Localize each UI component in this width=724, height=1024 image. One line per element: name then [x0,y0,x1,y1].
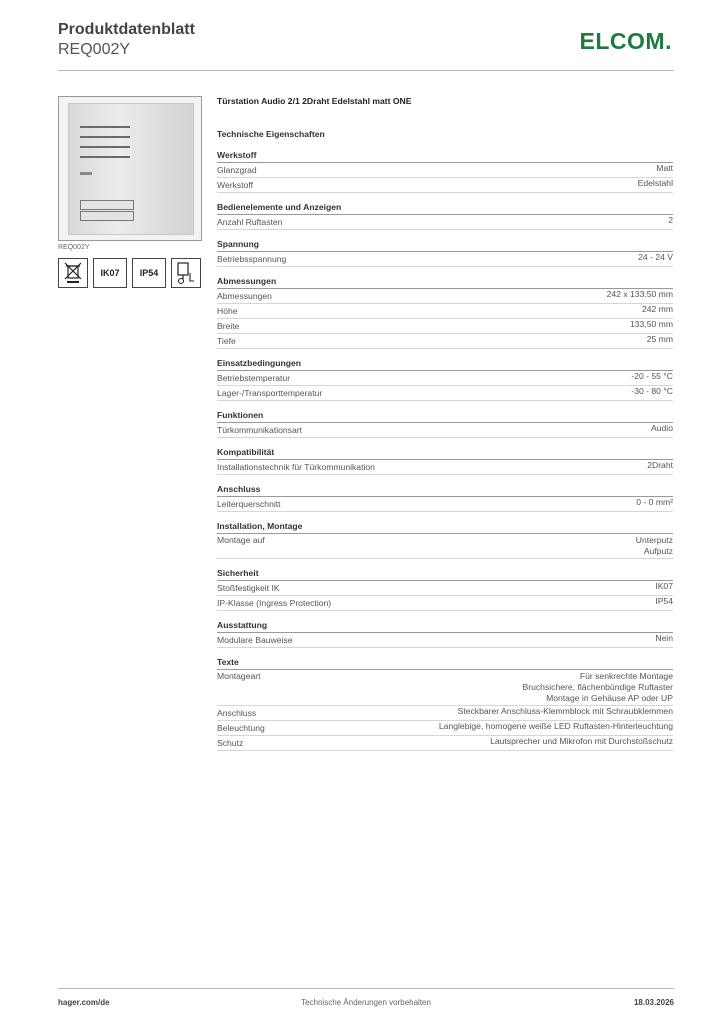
spec-value [656,163,673,177]
spec-value [638,178,673,192]
footer-website-link[interactable]: hager.com/de [58,998,110,1007]
image-caption: REQ002Y [58,244,90,251]
spec-value [642,304,673,318]
certification-badges [58,258,202,288]
spec-value [647,460,673,474]
spec-sections [217,149,673,751]
spec-label: Breite [217,321,240,331]
document-title: Produktdatenblatt [58,21,195,38]
spec-label: Schutz [217,738,244,748]
spec-value-line: Nein [655,633,673,643]
spec-value [630,319,673,333]
spec-row [217,304,673,319]
spec-row [217,460,673,475]
spec-value-line: IP54 [655,596,673,606]
product-name: Türstation Audio 2/1 2Draht Edelstahl matt ONE [217,96,412,106]
spec-value-line: Für senkrechte Montage [579,671,673,681]
spec-value-line: IK07 [655,581,673,591]
spec-label: Modulare Bauweise [217,635,293,645]
spec-label: Installationstechnik für Türkommunikation [217,462,375,472]
spec-label: Glanzgrad [217,165,257,175]
spec-value-line: 24 - 24 V [638,252,673,262]
spec-row [217,178,673,193]
spec-value-line: -20 - 55 °C [631,371,673,381]
spec-row [217,289,673,304]
spec-value-line: 2 [668,215,673,225]
spec-row [217,581,673,596]
spec-value [490,736,673,750]
spec-row [217,736,673,751]
spec-label: Montage auf [217,535,265,545]
product-visual-column [58,96,202,288]
spec-value-line: Aufputz [643,546,673,556]
spec-section-title: Abmessungen [217,275,673,289]
speaker-grille-line [80,126,130,128]
spec-label: Anschluss [217,708,257,718]
spec-value-line: 0 - 0 mm² [636,497,673,507]
spec-label: IP-Klasse (Ingress Protection) [217,598,332,608]
spec-label: Anzahl Ruftasten [217,217,283,227]
door-station-panel [68,103,194,235]
spec-row [217,334,673,349]
footer-date: 18.03.2026 [633,998,674,1007]
spec-value-line: Unterputz [635,535,673,545]
call-button-slot [80,200,134,210]
spec-label: Höhe [217,306,238,316]
spec-section-title: Sicherheit [217,567,673,581]
spec-value [647,334,673,348]
spec-row [217,386,673,401]
spec-row [217,534,673,559]
spec-label: Leiterquerschnitt [217,499,281,509]
spec-label: Tiefe [217,336,236,346]
spec-value [651,423,673,437]
spec-value [655,581,673,595]
ik-rating-badge: IK07 [93,258,127,288]
spec-label: Montageart [217,671,261,681]
spec-value [439,721,673,735]
speaker-grille-line [80,146,130,148]
speaker-grille-line [80,156,130,158]
spec-value [636,535,673,557]
spec-value [631,386,673,400]
spec-section-title: Installation, Montage [217,520,673,534]
call-button-slot [80,211,134,221]
speaker-grille-line [80,136,130,138]
spec-value-line: 242 x 133.50 mm [606,289,673,299]
spec-value-line: Matt [656,163,673,173]
header-divider [58,70,674,71]
spec-value-line: Bruchsichere, flächenbündige Ruftaster [522,682,673,692]
spec-value [638,252,673,266]
spec-value [655,596,673,610]
weee-disposal-icon [58,258,88,288]
spec-label: Stoßfestigkeit IK [217,583,280,593]
spec-row [217,633,673,648]
spec-value-line: 2Draht [647,460,673,470]
spec-section-title: Spannung [217,238,673,252]
page-header [58,20,674,70]
spec-row [217,670,673,706]
spec-value-line: 133,50 mm [630,319,673,329]
spec-label: Lager-/Transporttemperatur [217,388,323,398]
spec-row [217,215,673,230]
spec-row [217,497,673,512]
elcom-logo: ELCOM. [579,28,672,54]
product-image [58,96,202,241]
spec-label: Betriebstemperatur [217,373,291,383]
spec-value-line: Lautsprecher und Mikrofon mit Durchstoßschutz [490,736,673,746]
spec-value-line: Steckbarer Anschluss-Klemmblock mit Schraubklemmen [457,706,673,716]
spec-label: Beleuchtung [217,723,265,733]
spec-label: Abmessungen [217,291,272,301]
ip-rating-badge: IP54 [132,258,166,288]
spec-value [458,706,673,720]
spec-section-title: Einsatzbedingungen [217,357,673,371]
spec-section-title: Bedienelemente und Anzeigen [217,201,673,215]
footer-disclaimer: Technische Änderungen vorbehalten [301,998,431,1007]
spec-value-line: 25 mm [646,334,673,344]
spec-row [217,319,673,334]
spec-value [607,289,673,303]
spec-section-title: Anschluss [217,483,673,497]
section-heading: Technische Eigenschaften [217,129,325,139]
spec-section-title: Werkstoff [217,149,673,163]
spec-value-line: 242 mm [641,304,673,314]
footer-divider [58,988,674,989]
spec-label: Betriebsspannung [217,254,287,264]
spec-value [523,671,673,704]
installation-type-icon [171,258,201,288]
spec-row [217,163,673,178]
spec-section-title: Ausstattung [217,619,673,633]
spec-row [217,596,673,611]
spec-section-title: Funktionen [217,409,673,423]
spec-label: Türkommunikationsart [217,425,303,435]
spec-value-line: -30 - 80 °C [631,386,673,396]
spec-section-title: Texte [217,656,673,670]
spec-value-line: Edelstahl [637,178,673,188]
spec-row [217,371,673,386]
spec-row [217,706,673,721]
spec-section-title: Kompatibilität [217,446,673,460]
product-code: REQ002Y [58,41,131,58]
spec-value-line: Audio [651,423,673,433]
spec-value [655,633,673,647]
spec-label: Werkstoff [217,180,253,190]
specification-table [217,96,673,751]
spec-value [636,497,673,511]
spec-value [668,215,673,229]
spec-row [217,423,673,438]
spec-row [217,252,673,267]
spec-row [217,721,673,736]
spec-value [631,371,673,385]
microphone-mark [80,172,92,175]
spec-value-line: Montage in Gehäuse AP oder UP [546,693,673,703]
spec-value-line: Langlebige, homogene weiße LED Ruftasten-Hinterleuchtung [438,721,673,731]
